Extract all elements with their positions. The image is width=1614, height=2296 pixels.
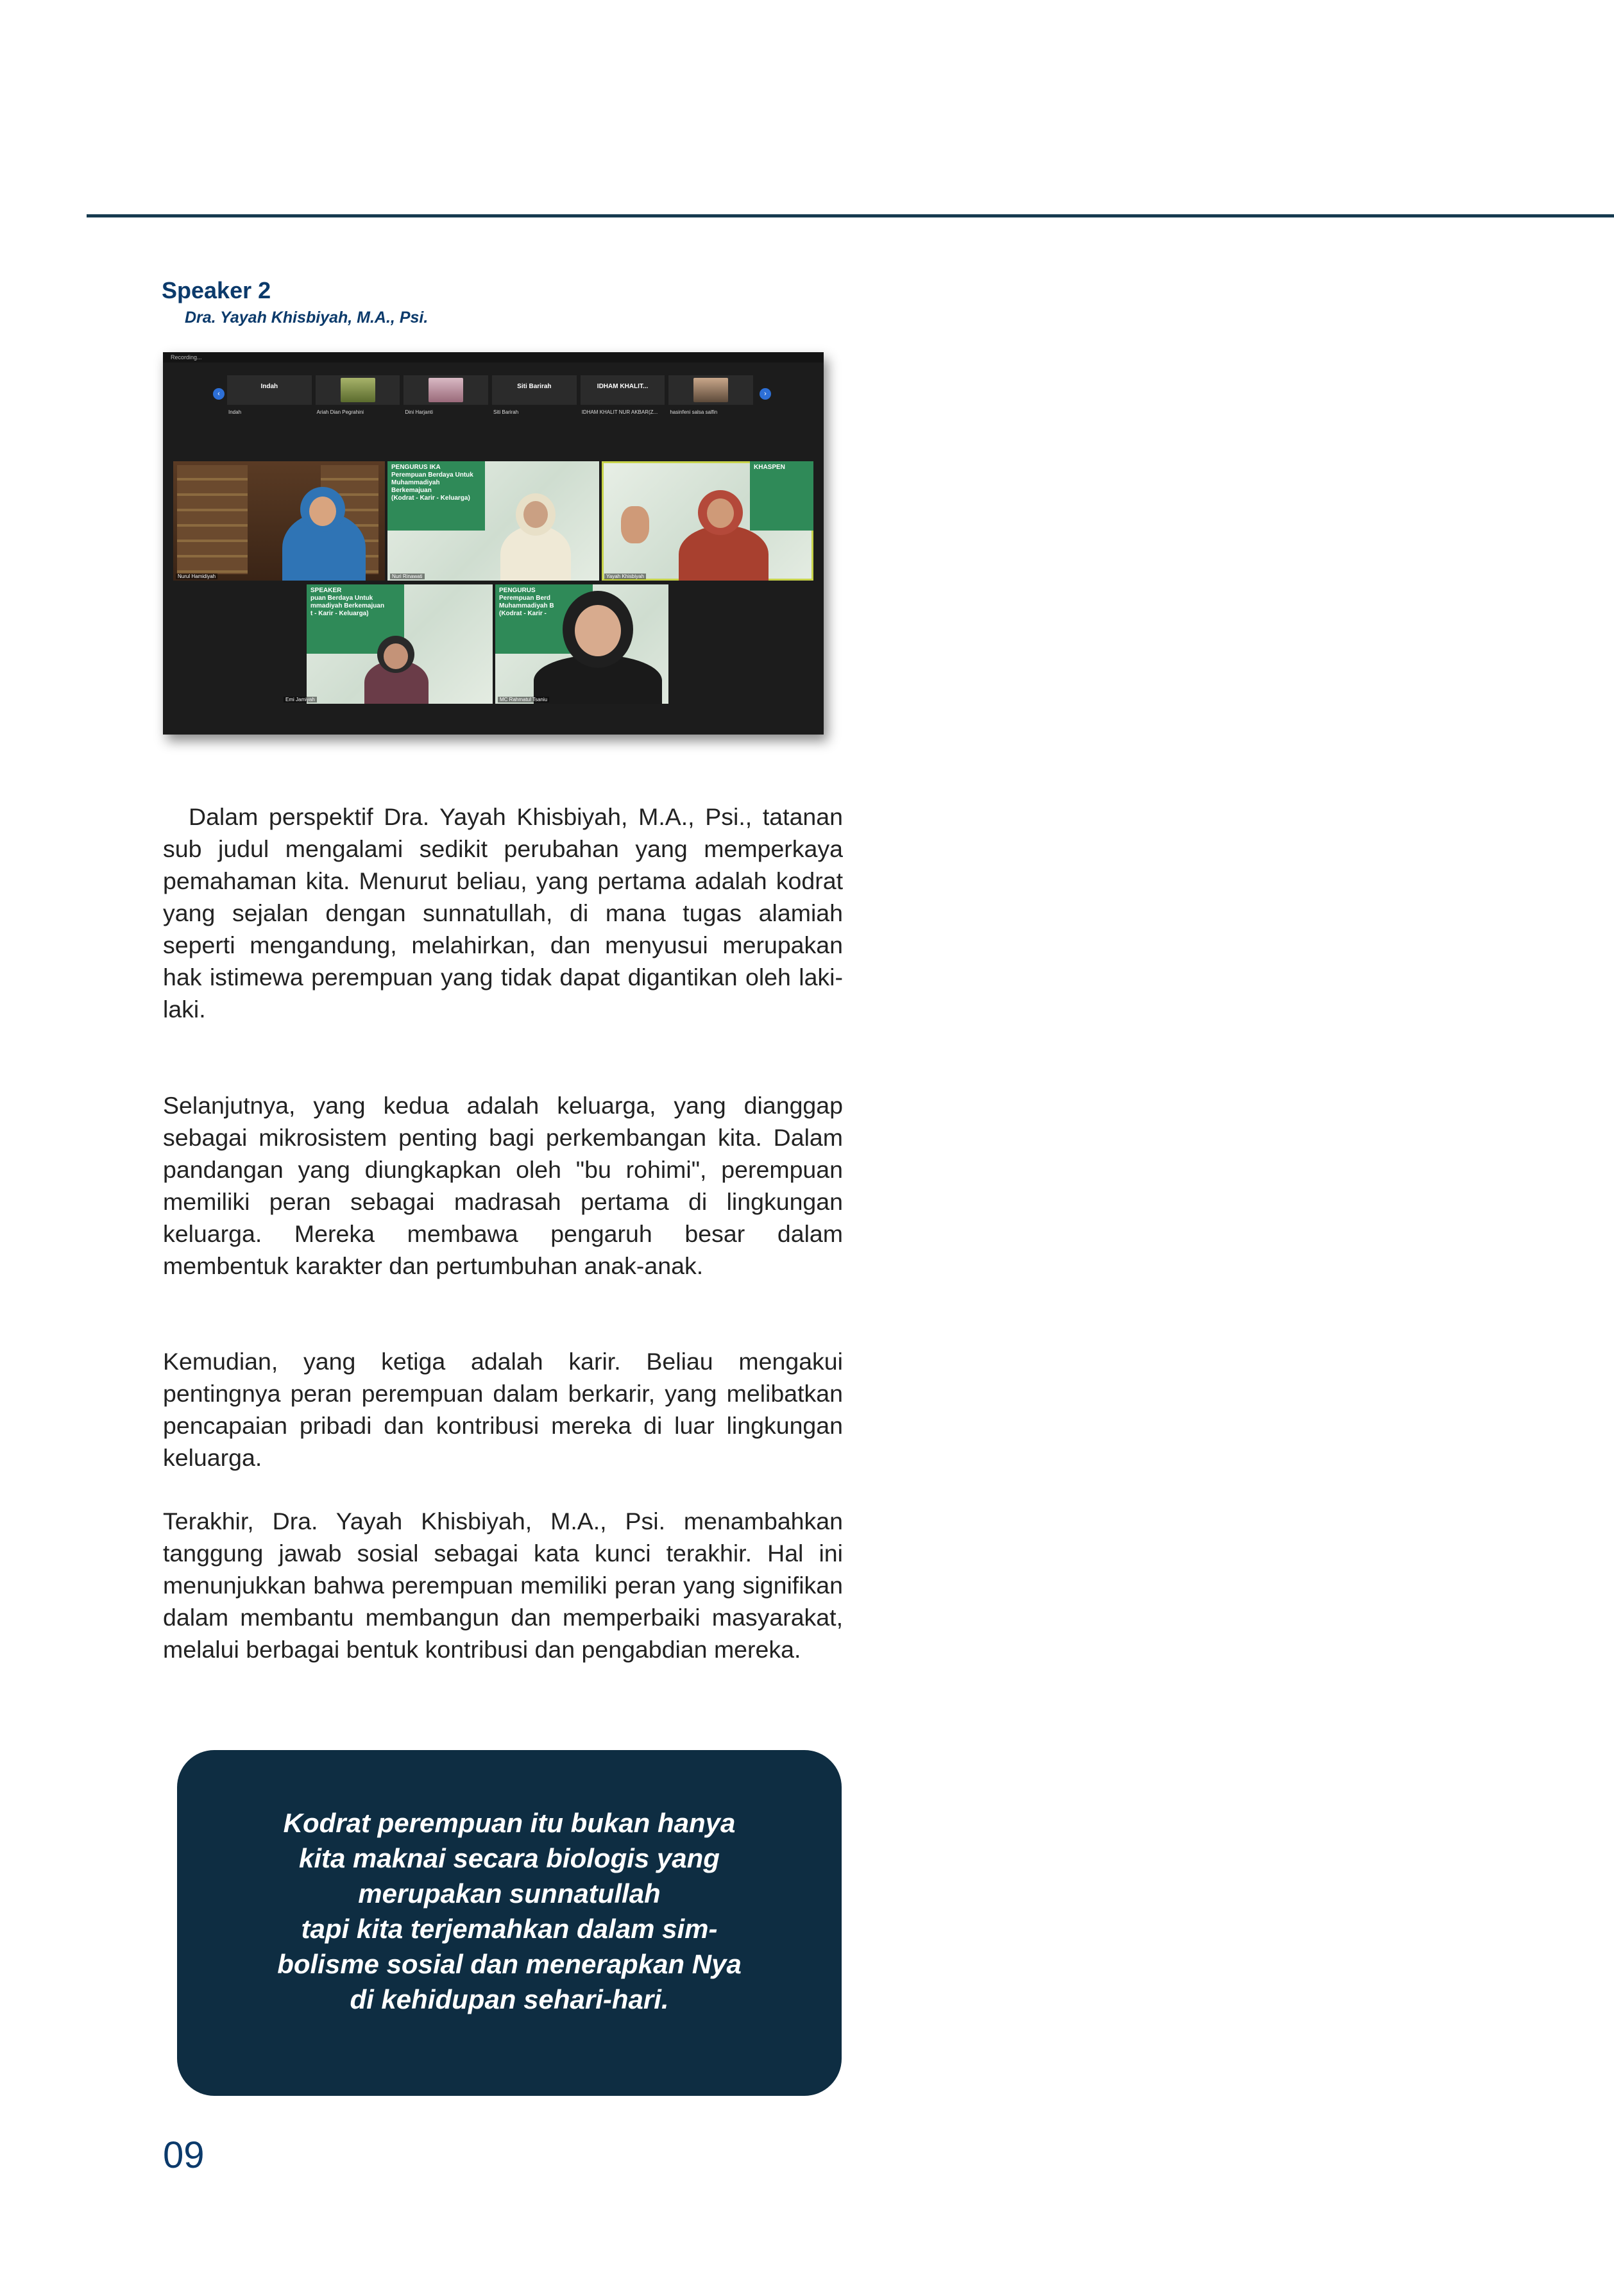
person-face	[707, 498, 734, 528]
video-tile	[495, 584, 707, 704]
participant-strip	[227, 375, 753, 415]
participant-tile	[404, 375, 488, 415]
body-paragraph: Dalam perspektif Dra. Yayah Khisbiyah, M.A., Psi., tatanan sub judul mengalami sedikit perubahan yang memperkaya pemahaman kita. Menurut beliau, yang pertama adalah kodrat yang sejalan dengan sunnatullah, di mana tugas alamiah seperti mengandung, melahirkan, dan menyusui merupakan hak istimewa perempuan yang tidak dapat digantikan oleh laki-laki.	[163, 803, 843, 1023]
pull-quote-text: Kodrat perempuan itu bukan hanya kita maknai secara biologis yang merupakan sunnatullah tapi kita terjemahkan dalam sim- bolisme sosial dan menerapkan Nya di kehidupan sehari-hari.	[277, 1808, 742, 2014]
tile-margin	[281, 584, 307, 704]
speaker-name: Dra. Yayah Khisbiyah, M.A., Psi.	[185, 309, 429, 327]
participant-thumbnail	[429, 378, 463, 402]
tile-participant-name: MC Rahmatul Tsaniu	[498, 697, 549, 702]
video-tile	[173, 461, 385, 581]
page-number: 09	[163, 2134, 205, 2176]
bookshelf	[177, 465, 248, 574]
recording-indicator: Recording...	[171, 354, 202, 361]
tile-margin	[668, 584, 707, 704]
participant-tile	[492, 375, 577, 415]
header-divider	[87, 214, 1614, 217]
person-face	[523, 501, 548, 528]
gallery-next-icon: ›	[760, 388, 771, 400]
video-tile-active-speaker	[602, 461, 813, 581]
video-tile	[387, 461, 599, 581]
slide-title: SPEAKER puan Berdaya Untuk mmadiyah Berkemajuan t - Karir - Keluarga)	[307, 584, 404, 654]
participant-label: Dini Harjanti	[405, 409, 433, 415]
slide-title: KHASPEN	[750, 461, 813, 531]
participant-label: IDHAM KHALIT NUR AKBAR(Z...	[581, 409, 658, 415]
tile-participant-name: Emi Jamiyah	[284, 697, 317, 702]
participant-label: hasinfeni salsa salfin	[670, 409, 718, 415]
meeting-toolbar	[163, 352, 824, 362]
person-face	[384, 643, 408, 669]
participant-tile	[581, 375, 665, 415]
tile-participant-name: Yayah Khisbiyah	[604, 574, 646, 579]
speaker-heading: Speaker 2	[162, 277, 271, 303]
meeting-screenshot	[163, 352, 824, 735]
raised-hand	[621, 506, 649, 543]
video-tile	[281, 584, 493, 704]
participant-tile	[668, 375, 753, 415]
gallery-prev-icon: ‹	[213, 388, 225, 400]
participant-name: Indah	[260, 383, 278, 390]
participant-tile	[316, 375, 400, 415]
slide-title: PENGURUS IKA Perempuan Berdaya Untuk Muhammadiyah Berkemajuan (Kodrat - Karir - Keluarga)	[387, 461, 485, 531]
pull-quote	[177, 1750, 842, 2096]
tile-participant-name: Nuri Rinawati	[390, 574, 425, 579]
participant-thumbnail	[693, 378, 728, 402]
participant-tile	[227, 375, 312, 415]
participant-label: Ariah Dian Pegrahini	[316, 409, 364, 415]
participant-name: IDHAM KHALIT...	[597, 383, 649, 390]
participant-label: Indah	[228, 409, 242, 415]
person-face	[309, 497, 336, 526]
body-paragraph: Selanjutnya, yang kedua adalah keluarga, yang dianggap sebagai mikrosistem penting bagi perkembangan kita. Dalam pandangan yang diungkapkan oleh "bu rohimi", perempuan memiliki peran sebagai madrasah pertama di lingkungan keluarga. Mereka membawa pengaruh besar dalam membentuk karakter dan pertumbuhan anak-anak.	[163, 1092, 843, 1279]
tile-participant-name: Nurul Hamidiyah	[176, 574, 217, 579]
participant-name: Siti Barirah	[517, 383, 552, 390]
body-paragraph: Kemudian, yang ketiga adalah karir. Beliau mengakui pentingnya peran perempuan dalam berkarir, yang melibatkan pencapaian pribadi dan kontribusi mereka di luar lingkungan keluarga.	[163, 1348, 843, 1471]
participant-thumbnail	[341, 378, 375, 402]
person-face	[575, 605, 621, 656]
body-paragraph: Terakhir, Dra. Yayah Khisbiyah, M.A., Psi. menambahkan tanggung jawab sosial sebagai kata kunci terakhir. Hal ini menunjukkan bahwa perempuan memiliki peran yang signifikan dalam membantu membangun dan memperbaiki masyarakat, melalui berbagai bentuk kontribusi dan pengabdian mereka.	[163, 1508, 843, 1663]
slide-title: PENGURUS Perempuan Berd Muhammadiyah B (Kodrat - Karir -	[495, 584, 593, 654]
participant-label: Siti Barirah	[493, 409, 519, 415]
